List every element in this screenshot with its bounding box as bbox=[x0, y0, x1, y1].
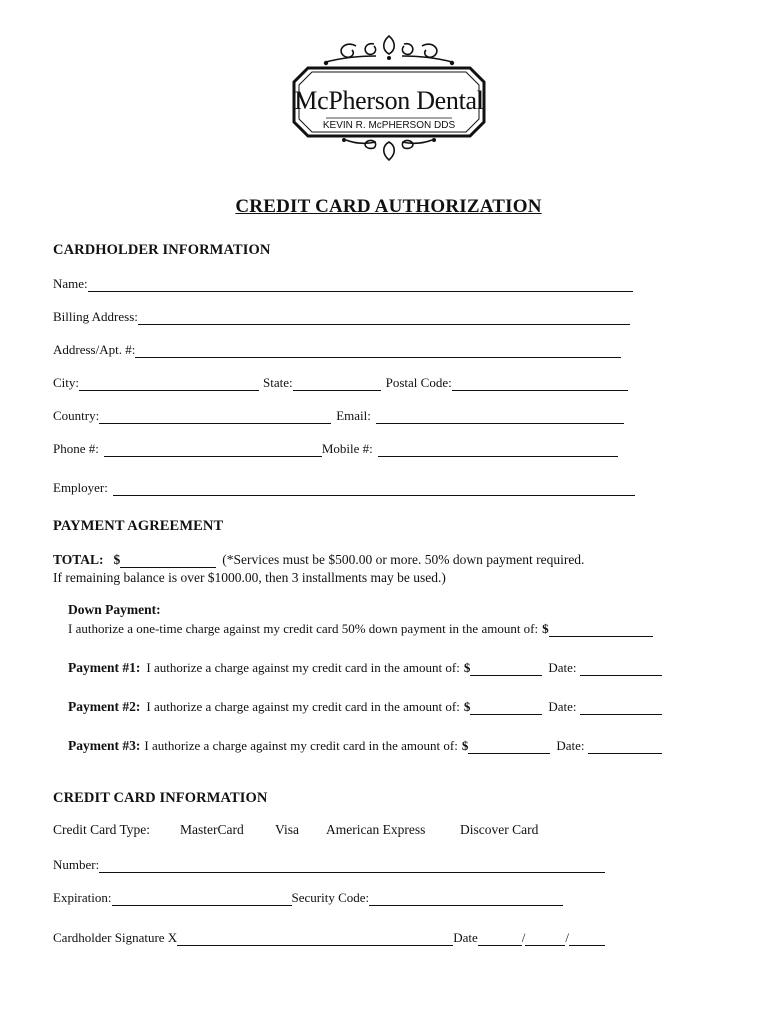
down-payment-amount-field[interactable] bbox=[549, 623, 653, 637]
payment1-row bbox=[68, 658, 662, 676]
payment2-row bbox=[68, 697, 662, 715]
country-row bbox=[53, 406, 624, 424]
signature-label: Cardholder Signature X bbox=[53, 930, 178, 945]
apt-field[interactable] bbox=[135, 344, 621, 358]
date-slash-2: / bbox=[565, 930, 569, 945]
signature-date-day-field[interactable] bbox=[525, 932, 565, 946]
phone-field[interactable] bbox=[104, 443, 322, 457]
payment1-date-field[interactable] bbox=[580, 662, 662, 676]
signature-date-month-field[interactable] bbox=[478, 932, 522, 946]
card-type-american-express[interactable]: American Express bbox=[326, 822, 426, 837]
country-field[interactable] bbox=[99, 410, 331, 424]
total-note-2: If remaining balance is over $1000.00, then 3 installments may be used.) bbox=[53, 570, 446, 585]
practice-name: McPherson Dental bbox=[294, 86, 484, 115]
down-payment-heading: Down Payment: bbox=[68, 602, 161, 617]
email-label: Email: bbox=[336, 408, 371, 423]
card-type-visa[interactable]: Visa bbox=[275, 822, 299, 837]
payment3-date-label: Date: bbox=[556, 738, 585, 753]
payment2-label: Payment #2: bbox=[68, 699, 141, 714]
total-dollar: $ bbox=[113, 552, 121, 567]
expiration-field[interactable] bbox=[112, 892, 292, 906]
card-type-label: Credit Card Type: bbox=[53, 822, 151, 837]
payment3-text: I authorize a charge against my credit card in the amount of: bbox=[144, 738, 458, 753]
name-field[interactable] bbox=[88, 278, 633, 292]
card-number-field[interactable] bbox=[99, 859, 605, 873]
mobile-field[interactable] bbox=[378, 443, 618, 457]
down-dollar: $ bbox=[542, 621, 549, 636]
postal-code-field[interactable] bbox=[452, 377, 628, 391]
payment1-dollar: $ bbox=[463, 660, 471, 675]
name-label: Name: bbox=[53, 276, 88, 291]
email-field[interactable] bbox=[376, 410, 624, 424]
phone-row bbox=[53, 439, 618, 457]
down-payment-row bbox=[68, 619, 653, 637]
security-code-label: Security Code: bbox=[291, 890, 370, 905]
postal-label: Postal Code: bbox=[385, 375, 452, 390]
billing-label: Billing Address: bbox=[53, 309, 138, 324]
form-title: CREDIT CARD AUTHORIZATION bbox=[235, 196, 542, 217]
payment3-label: Payment #3: bbox=[68, 738, 141, 753]
practice-logo bbox=[286, 32, 492, 164]
payment2-amount-field[interactable] bbox=[470, 701, 542, 715]
card-type-mastercard[interactable]: MasterCard bbox=[180, 822, 244, 837]
signature-date-year-field[interactable] bbox=[569, 932, 605, 946]
payment2-dollar: $ bbox=[463, 699, 471, 714]
payment1-text: I authorize a charge against my credit card in the amount of: bbox=[146, 660, 460, 675]
signature-row bbox=[53, 928, 605, 946]
employer-field[interactable] bbox=[113, 482, 635, 496]
payment-heading: PAYMENT AGREEMENT bbox=[53, 518, 224, 534]
employer-row bbox=[53, 478, 635, 496]
payment1-amount-field[interactable] bbox=[470, 662, 542, 676]
mobile-label: Mobile #: bbox=[321, 441, 373, 456]
total-row bbox=[53, 550, 584, 568]
city-label: City: bbox=[53, 375, 80, 390]
city-row bbox=[53, 373, 628, 391]
expiration-label: Expiration: bbox=[53, 890, 112, 905]
security-code-field[interactable] bbox=[369, 892, 563, 906]
practice-subtitle: KEVIN R. McPHERSON DDS bbox=[322, 120, 456, 131]
payment2-text: I authorize a charge against my credit card in the amount of: bbox=[146, 699, 460, 714]
name-row bbox=[53, 274, 633, 292]
apt-row bbox=[53, 340, 621, 358]
payment1-date-label: Date: bbox=[548, 660, 577, 675]
down-payment-text: I authorize a one-time charge against my credit card 50% down payment in the amount of: bbox=[68, 621, 539, 636]
payment3-date-field[interactable] bbox=[588, 740, 662, 754]
total-note-1: (*Services must be $500.00 or more. 50% down payment required. bbox=[222, 552, 585, 567]
total-amount-field[interactable] bbox=[120, 554, 216, 568]
payment1-label: Payment #1: bbox=[68, 660, 141, 675]
billing-row bbox=[53, 307, 630, 325]
apt-label: Address/Apt. #: bbox=[53, 342, 136, 357]
employer-label: Employer: bbox=[53, 480, 108, 495]
card-number-label: Number: bbox=[53, 857, 100, 872]
card-type-discover[interactable]: Discover Card bbox=[460, 822, 539, 837]
payment2-date-field[interactable] bbox=[580, 701, 662, 715]
signature-field[interactable] bbox=[177, 932, 453, 946]
card-heading: CREDIT CARD INFORMATION bbox=[53, 790, 268, 806]
billing-address-field[interactable] bbox=[138, 311, 630, 325]
state-label: State: bbox=[263, 375, 293, 390]
signature-date-label: Date bbox=[453, 930, 478, 945]
payment3-amount-field[interactable] bbox=[468, 740, 550, 754]
total-label: TOTAL: bbox=[53, 552, 104, 567]
payment2-date-label: Date: bbox=[548, 699, 577, 714]
date-slash-1: / bbox=[521, 930, 526, 945]
cardholder-heading: CARDHOLDER INFORMATION bbox=[53, 242, 271, 258]
phone-label: Phone #: bbox=[53, 441, 99, 456]
expiration-row bbox=[53, 888, 563, 906]
country-label: Country: bbox=[53, 408, 100, 423]
state-field[interactable] bbox=[293, 377, 381, 391]
city-field[interactable] bbox=[79, 377, 259, 391]
payment3-row bbox=[68, 736, 662, 754]
payment3-dollar: $ bbox=[461, 738, 469, 753]
card-number-row bbox=[53, 855, 605, 873]
